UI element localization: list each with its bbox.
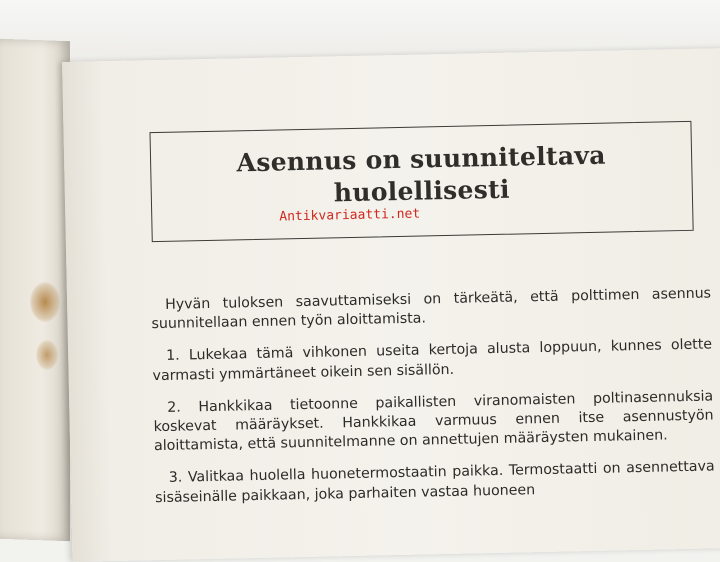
heading-line-1: Asennus on suunniteltava (236, 140, 606, 178)
watermark-text: Antikvariaatti.net (279, 206, 421, 225)
paragraph: 3. Valitkaa huolella huonetermostaatin paikka. Termostaatti on asennettava sisäseinälle paikkaan, joka parhaiten vastaa huoneen (154, 458, 715, 506)
paragraph: 1. Lukekaa tämä vihkonen useita kertoja alusta loppuun, kunnes olette varmasti ymmärtäneet oikein sen sisällön. (152, 336, 713, 384)
heading-box (149, 121, 693, 242)
stain (36, 340, 58, 370)
book-page (62, 48, 720, 562)
stain (30, 282, 60, 322)
body-text (151, 284, 716, 521)
paragraph: Hyvän tuloksen saavuttamiseksi on tärkeätä, että polttimen asennus suunnitellaan ennen työn aloittamista. (151, 285, 712, 333)
heading-line-2: huolellisesti (333, 174, 511, 208)
paragraph: 2. Hankkikaa tietoonne paikallisten viranomaisten poltinasennuksia koskevat määräykset. Hankkikaa varmuus ennen itse asennustyön aloittamista, että suunnitelmanne on annettujen määräysten mukainen. (153, 388, 714, 455)
